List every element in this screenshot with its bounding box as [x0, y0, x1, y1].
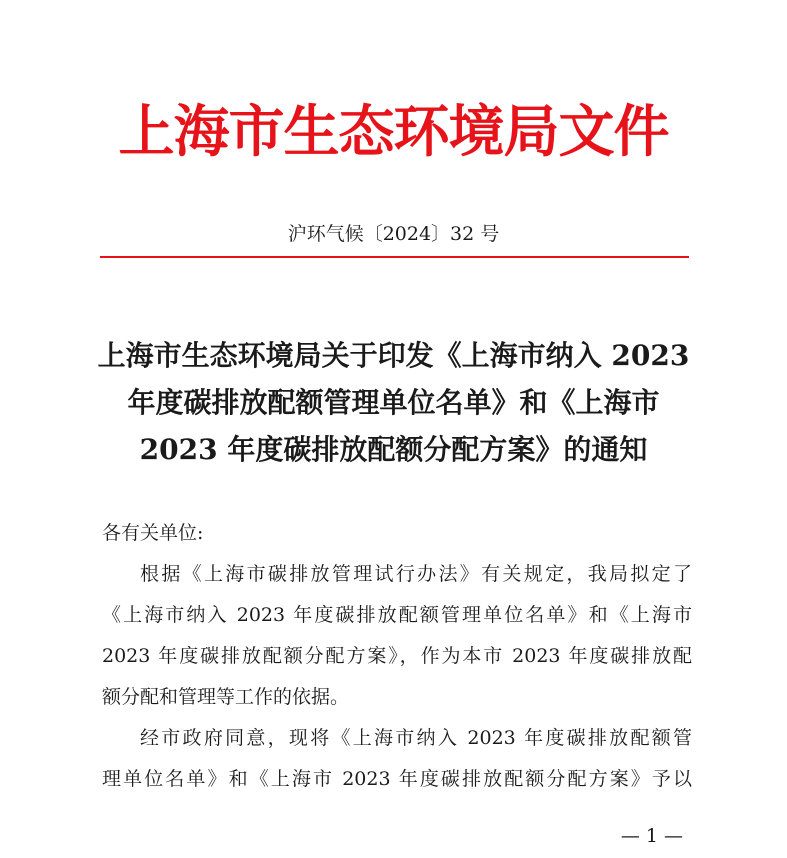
page-number: — 1 —	[620, 825, 683, 847]
paragraph-1-line-3: 2023 年度碳排放配额分配方案》，作为本市 2023 年度碳排放配	[102, 645, 692, 667]
title-line-2: 年度碳排放配额管理单位名单》和《上海市	[127, 386, 660, 419]
title-line-3: 2023 年度碳排放配额分配方案》的通知	[139, 433, 648, 466]
paragraph-1-line-2: 《上海市纳入 2023 年度碳排放配额管理单位名单》和《上海市	[102, 604, 692, 626]
paragraph-2-line-1: 经市政府同意，现将《上海市纳入 2023 年度碳排放配额管	[140, 727, 692, 749]
paragraph-1-line-4: 额分配和管理等工作的依据。	[102, 686, 350, 708]
paragraph-2-line-2: 理单位名单》和《上海市 2023 年度碳排放配额分配方案》予以	[102, 768, 692, 790]
red-separator-line	[100, 256, 689, 258]
salutation: 各有关单位:	[102, 522, 204, 544]
document-body	[102, 513, 692, 800]
document-title	[80, 332, 707, 473]
issuing-authority-header: 上海市生态环境局文件	[118, 99, 669, 165]
document-number: 沪环气候〔2024〕32 号	[287, 223, 500, 245]
title-line-1: 上海市生态环境局关于印发《上海市纳入 2023	[97, 339, 690, 372]
paragraph-1-line-1: 根据《上海市碳排放管理试行办法》有关规定，我局拟定了	[140, 563, 692, 585]
